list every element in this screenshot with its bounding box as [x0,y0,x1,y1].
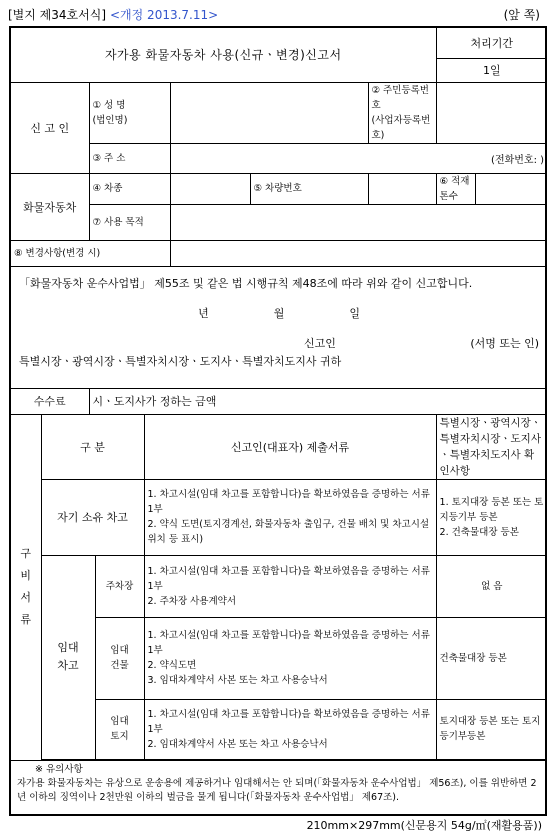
building-confirm: 건축물대장 등본 [436,617,547,699]
registration-number-label: ② 주민등록번호 (사업자등록번호) [368,82,436,143]
applicant-signature-line [19,335,539,353]
declaration-block [11,266,547,388]
docs-head-category: 구 분 [41,414,144,479]
date-year: 년 [198,306,209,320]
declaration-date [19,305,539,323]
parking-label: 주차장 [95,555,144,617]
plate-number-field[interactable] [368,173,436,204]
processing-period-value: 1일 [436,58,547,82]
parking-confirm: 없 음 [436,555,547,617]
address-label: ③ 주 소 [89,143,170,173]
revision-date: <개정 2013.7.11> [110,8,219,22]
recipient: 특별시장ㆍ광역시장ㆍ특별자치시장ㆍ도지사ㆍ특별자치도지사 귀하 [19,354,342,368]
address-field[interactable] [170,143,547,173]
change-label: ⑧ 변경사항(변경 시) [11,240,170,266]
processing-period-label: 처리기간 [436,28,547,58]
paper-spec: 210mm×297mm(신문용지 54g/㎡(재활용품)) [306,819,542,832]
building-submit: 1. 차고시설(임대 차고를 포함합니다)을 확보하였음을 증명하는 서류 1부 2. 약식도면 3. 임대차계약서 사본 또는 차고 사용승낙서 [144,617,436,699]
fee-label: 수수료 [11,388,89,414]
vehicle-type-label: ④ 차종 [89,173,170,204]
fee-value: 시ㆍ도지사가 정하는 금액 [89,388,547,414]
tonnage-field[interactable] [475,173,547,204]
date-month: 월 [273,306,285,320]
vehicle-type-field[interactable] [170,173,250,204]
own-garage-label: 자기 소유 차고 [41,479,144,555]
form-header [8,6,544,24]
parking-submit: 1. 차고시설(임대 차고를 포함합니다)을 확보하였음을 증명하는 서류 1부 2. 주차장 사용계약서 [144,555,436,617]
date-day: 일 [349,306,360,320]
plate-number-label: ⑤ 차량번호 [250,173,368,204]
docs-head-submit: 신고인(대표자) 제출서류 [144,414,436,479]
leased-garage-label: 임대 차고 [41,555,95,759]
tonnage-label: ⑥ 적재톤수 [436,173,475,204]
land-label: 임대 토지 [95,699,144,759]
form-sheet [9,26,547,816]
notice-text: 자가용 화물자동차는 유상으로 운송용에 제공하거나 임대해서는 안 되며(「화물자동차 운수사업법」 제56조), 이를 위반하면 2년 이하의 징역이나 2천만원 이하의 벌금을 물게 됩니다(「화물자동차 운수사업법」 제67조). [17,777,537,803]
building-label: 임대 건물 [95,617,144,699]
form-number: [별지 제34호서식] <개정 2013.7.11> [8,8,219,22]
documents-side-label: 구 비 서 류 [11,414,41,760]
own-garage-confirm: 1. 토지대장 등본 또는 토지등기부 등본 2. 건축물대장 등본 [436,479,547,555]
notice-title: ※ 유의사항 [35,763,83,775]
form-table [11,28,547,832]
purpose-field[interactable] [170,204,547,240]
docs-head-confirm: 특별시장ㆍ광역시장ㆍ특별자치시장ㆍ도지사ㆍ특별자치도지사 확인사항 [436,414,547,479]
name-label: ① 성 명 (법인명) [89,82,170,143]
own-garage-submit: 1. 차고시설(임대 차고를 포함합니다)을 확보하였음을 증명하는 서류 1부 2. 약식 도면(토지경계선, 화물자동차 출입구, 건물 배치 및 차고시설 위치 등 표시) [144,479,436,555]
change-field[interactable] [170,240,547,266]
signature-applicant: 신고인 [304,336,336,350]
signature-mark[interactable]: (서명 또는 인) [470,336,540,350]
declaration-text: 「화물자동차 운수사업법」 제55조 및 같은 법 시행규칙 제48조에 따라 위와 같이 신고합니다. [19,276,473,290]
land-confirm: 토지대장 등본 또는 토지등기부등본 [436,699,547,759]
purpose-label: ⑦ 사용 목적 [89,204,170,240]
applicant-section-label: 신 고 인 [11,82,89,173]
phone-label: (전화번호: ) [491,154,545,166]
registration-number-field[interactable] [436,82,547,143]
form-title: 자가용 화물자동차 사용(신규ㆍ변경)신고서 [11,28,436,82]
land-submit: 1. 차고시설(임대 차고를 포함합니다)을 확보하였음을 증명하는 서류 1부 2. 임대차계약서 사본 또는 차고 사용승낙서 [144,699,436,759]
name-field[interactable] [170,82,368,143]
page-side: (앞 쪽) [503,8,540,22]
vehicle-section-label: 화물자동차 [11,173,89,240]
